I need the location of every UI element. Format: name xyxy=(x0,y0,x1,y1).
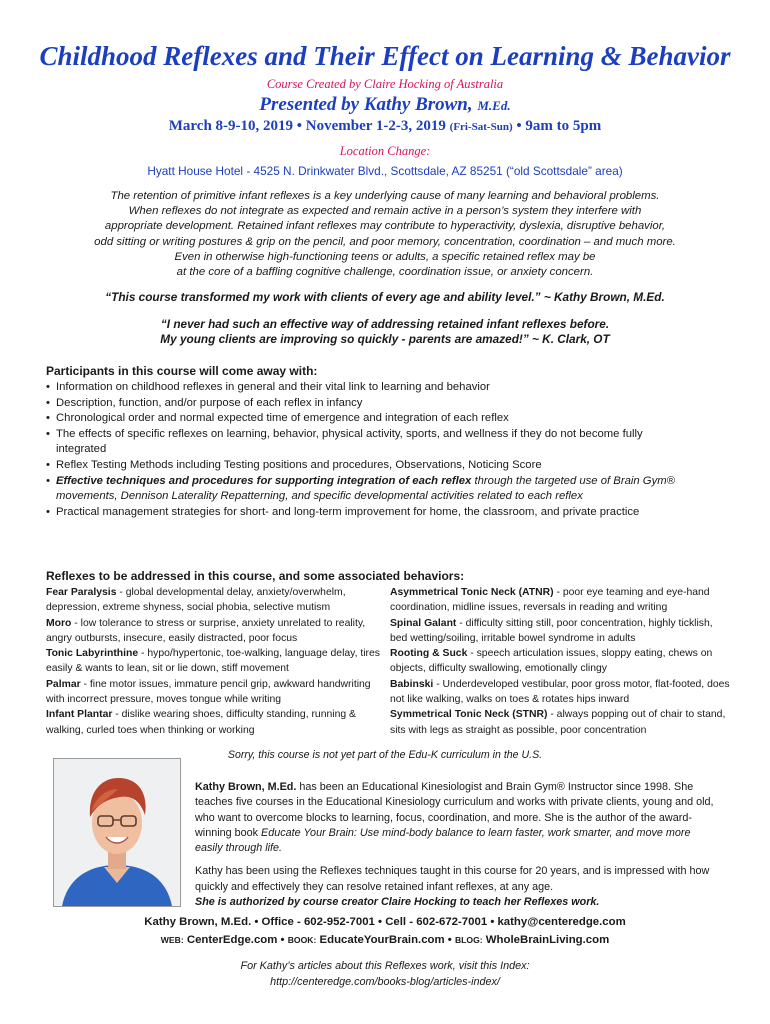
bio-text: has been an Educational Kinesiologist and Brain Gym® Instructor since 1998. She teaches five courses in the Educational Kinesiology curriculum and works with private clients, young and old, who want to overcome blocks to learning, focus, coordination, and more. She is the author of the award-winning book xyxy=(195,781,714,839)
quote-line: “I never had such an effective way of addressing retained infant reflexes before. xyxy=(160,317,610,331)
list-item: • Practical management strategies for short- and long-term improvement for home, the classroom, and private practice xyxy=(46,505,686,521)
list-item: • Information on childhood reflexes in general and their vital link to learning and behavior xyxy=(46,380,686,396)
intro-line: Even in otherwise high-functioning teens or adults, a specific retained reflex may be xyxy=(174,250,596,263)
reflex-entry xyxy=(390,677,730,708)
reflex-name: Babinski xyxy=(390,678,434,690)
contact-line: Kathy Brown, M.Ed. • Office - 602-952-7001 • Cell - 602-672-7001 • kathy@centeredge.com xyxy=(144,916,626,928)
reflex-entry xyxy=(46,677,386,708)
web-links-line xyxy=(0,934,770,946)
list-item: • Reflex Testing Methods including Testing positions and procedures, Observations, Noticing Score xyxy=(46,458,686,474)
page-title: Childhood Reflexes and Their Effect on Learning & Behavior xyxy=(39,41,731,71)
presenter-degree: M.Ed. xyxy=(477,98,511,113)
list-item: • The effects of specific reflexes on learning, behavior, physical activity, sports, and wellness if they do not become fully integrated xyxy=(46,427,686,458)
course-created-line: Course Created by Claire Hocking of Australia xyxy=(266,77,504,91)
reflex-entry xyxy=(390,585,730,616)
testimonial-quote-1: “This course transformed my work with clients of every age and ability level.” ~ Kathy Brown, M.Ed. xyxy=(105,290,665,304)
reflex-name: Rooting & Suck xyxy=(390,648,468,660)
web-link[interactable]: CenterEdge.com • xyxy=(183,934,288,946)
dates-line xyxy=(0,118,770,135)
reflex-entry xyxy=(46,646,386,677)
blog-link[interactable]: WholeBrainLiving.com xyxy=(482,934,610,946)
reflex-desc: - hypo/hypertonic, toe-walking, language delay, tires easily & wants to lean, sit or lie down, stiff movement xyxy=(46,648,380,675)
reflex-name: Fear Paralysis xyxy=(46,587,117,598)
reflex-entry xyxy=(46,585,386,616)
reflex-name: Asymmetrical Tonic Neck (ATNR) xyxy=(390,587,554,598)
list-item-rest: through the targeted use of Brain Gym® movements, Dennison Laterality Repatterning, and specific developmental activities related to each reflex xyxy=(56,474,675,503)
reflex-desc: - global developmental delay, anxiety/overwhelm, depression, extreme shyness, social phobia, selective mutism xyxy=(46,587,346,614)
reflex-desc: - dislike wearing shoes, difficulty standing, running & walking, curled toes when thinking or working xyxy=(46,709,356,736)
reflex-entry xyxy=(390,616,730,647)
reflex-desc: - speech articulation issues, sloppy eating, chews on objects, difficulty swallowing, emotionally clingy xyxy=(390,648,713,675)
presenter-name: Presented by Kathy Brown, xyxy=(259,94,473,115)
location-change-label: Location Change: xyxy=(339,144,431,158)
book-title: Educate Your Brain: Use mind-body balance to learn faster, work smarter, and move more easily through life. xyxy=(195,826,691,855)
reflex-name: Palmar xyxy=(46,678,81,690)
reflex-desc: - Underdeveloped vestibular, poor gross motor, flat-footed, does not like walking, walks on toes & rotates hips inward xyxy=(390,678,730,706)
list-item: • Chronological order and normal expected time of emergence and integration of each reflex xyxy=(46,411,686,427)
quote-line: My young clients are improving so quickly - parents are amazed!” ~ K. Clark, OT xyxy=(160,332,610,346)
list-item xyxy=(46,474,686,505)
reflex-name: Tonic Labyrinthine xyxy=(46,648,139,660)
bio-authorization: She is authorized by course creator Claire Hocking to teach her Reflexes work. xyxy=(195,896,600,909)
presenter-portrait-image xyxy=(54,759,180,906)
reflex-entry xyxy=(390,707,730,738)
presenter-photo xyxy=(53,758,181,907)
reflexes-column-right xyxy=(390,585,730,738)
reflexes-heading: Reflexes to be addressed in this course, and some associated behaviors: xyxy=(46,569,465,583)
articles-link[interactable]: http://centeredge.com/books-blog/articles-index/ xyxy=(270,976,500,988)
articles-text: For Kathy’s articles about this Reflexes work, visit this Index: xyxy=(240,960,530,972)
articles-note xyxy=(0,958,770,990)
reflex-desc: - low tolerance to stress or surprise, anxiety unrelated to reality, angry outbursts, insecure, easily distracted, poor focus xyxy=(46,617,366,644)
participants-heading: Participants in this course will come away with: xyxy=(46,364,318,378)
reflex-name: Infant Plantar xyxy=(46,709,113,721)
reflex-entry xyxy=(390,646,730,677)
list-item: • Description, function, and/or purpose of each reflex in infancy xyxy=(46,396,686,412)
intro-line: The retention of primitive infant reflexes is a key underlying cause of many learning and behavioral problems. xyxy=(110,190,660,202)
bio-name: Kathy Brown, M.Ed. xyxy=(195,781,297,793)
intro-line: When reflexes do not integrate as expected and remain active in a person’s system they interfere with xyxy=(128,205,642,218)
reflex-name: Symmetrical Tonic Neck (STNR) xyxy=(390,709,548,721)
web-label: WEB: xyxy=(160,935,184,945)
bio-paragraph: Kathy has been using the Reflexes techniques taught in this course for 20 years, and is impressed with how quickly and effectively they can resolve retained infant reflexes, at any age. xyxy=(195,865,710,893)
reflex-desc: - poor eye teaming and eye-hand coordination, midline issues, reversals in reading and writing xyxy=(390,587,710,614)
venue-line: Hyatt House Hotel - 4525 N. Drinkwater Blvd., Scottsdale, AZ 85251 (“old Scottsdale” area) xyxy=(147,164,623,178)
reflexes-column-left xyxy=(46,585,386,738)
reflex-entry xyxy=(46,616,386,647)
intro-line: at the core of a baffling cognitive challenge, coordination issue, or anxiety concern. xyxy=(176,266,594,279)
list-item-emphasis: Effective techniques and procedures for supporting integration of each reflex xyxy=(56,474,472,487)
intro-line: appropriate development. Retained infant reflexes may contribute to hyperactivity, dyslexia, disruptive behavior, xyxy=(104,220,666,233)
dates-main: March 8-9-10, 2019 • November 1-2-3, 2019 xyxy=(168,118,446,134)
reflex-name: Moro xyxy=(46,617,72,629)
participants-list xyxy=(46,380,686,520)
testimonial-quote-2 xyxy=(30,317,740,347)
book-label: BOOK: xyxy=(287,935,317,945)
bio-paragraph xyxy=(195,780,715,856)
blog-label: BLOG: xyxy=(454,935,483,945)
book-link[interactable]: EducateYourBrain.com • xyxy=(316,934,455,946)
curriculum-note: Sorry, this course is not yet part of the Edu-K curriculum in the U.S. xyxy=(227,749,543,761)
reflex-desc: - fine motor issues, immature pencil grip, awkward handwriting with incorrect pressure, moves tongue while writing xyxy=(46,678,371,706)
dates-time: • 9am to 5pm xyxy=(516,118,602,134)
reflex-entry xyxy=(46,707,386,738)
reflex-desc: - difficulty sitting still, poor concentration, highly ticklish, bed wetting/soiling, irritable bowel syndrome in adults xyxy=(390,617,713,644)
intro-paragraph xyxy=(30,189,740,280)
presenter-line xyxy=(0,94,770,116)
intro-line: odd sitting or writing postures & grip on the pencil, and poor memory, concentration, coordination – and much more. xyxy=(94,235,676,248)
reflex-name: Spinal Galant xyxy=(390,617,457,629)
dates-days: (Fri-Sat-Sun) xyxy=(449,121,513,133)
presenter-bio xyxy=(195,780,715,918)
reflex-desc: - always popping out of chair to stand, sits with legs as straight as possible, poor concentration xyxy=(390,709,726,736)
